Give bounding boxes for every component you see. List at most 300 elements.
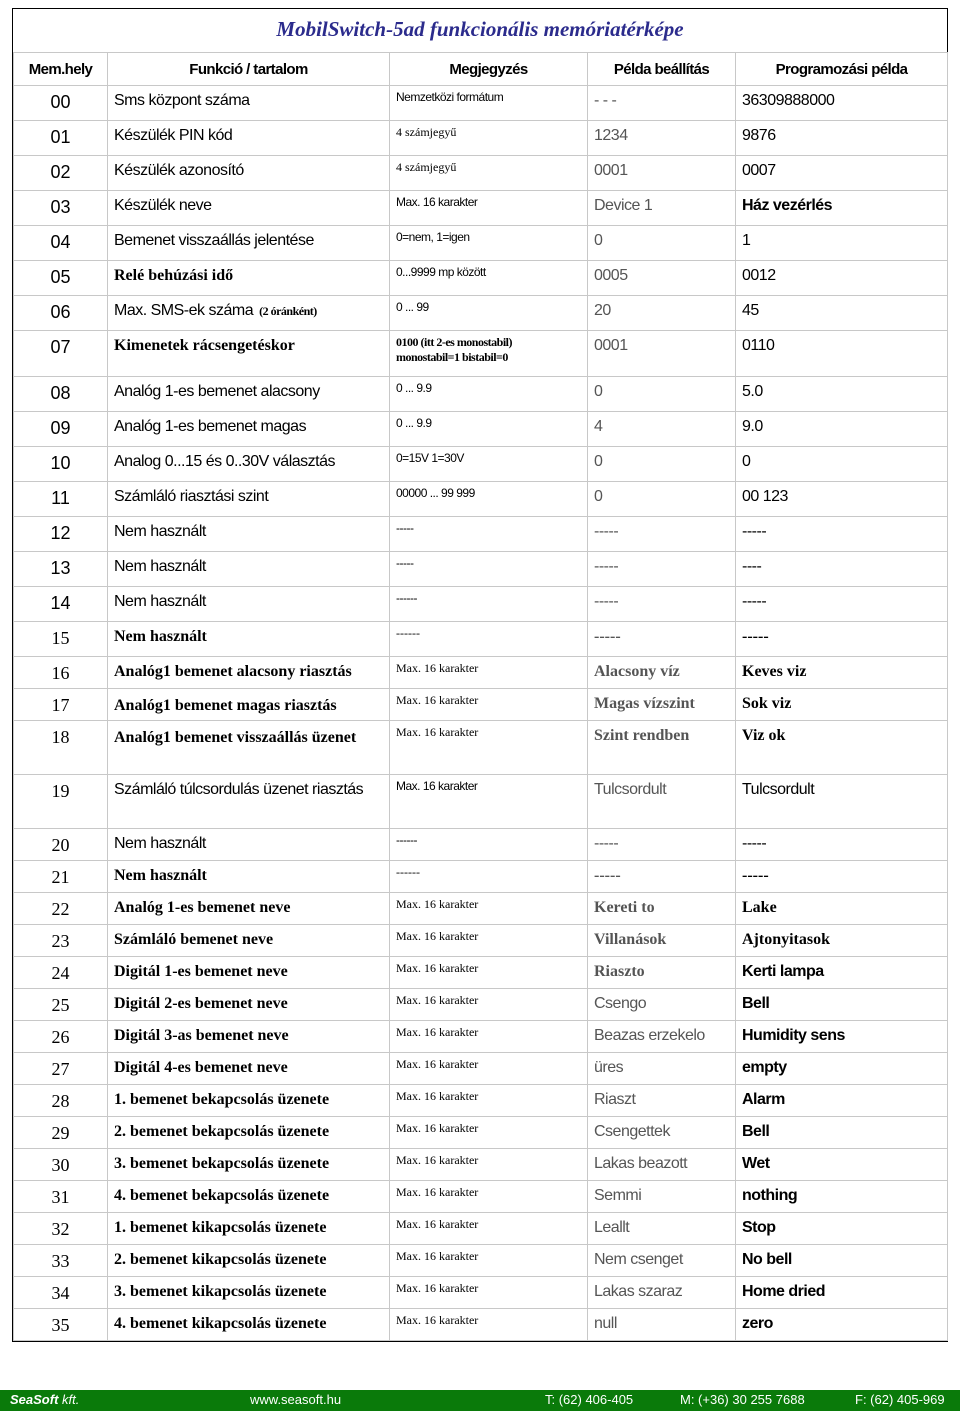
row-example-text: Lakas beazott [594, 1155, 688, 1172]
row-number-text: 14 [50, 593, 71, 613]
row-example [588, 412, 736, 447]
row-number [14, 482, 108, 517]
row-number [14, 447, 108, 482]
row-function [108, 775, 390, 829]
row-programming-text: 36309888000 [742, 92, 835, 109]
row-programming-text: Bell [742, 1123, 770, 1140]
row-programming-text: No bell [742, 1251, 792, 1268]
row-example-text: - - - [594, 92, 617, 109]
row-note-text: 00000 ... 99 999 [396, 486, 475, 500]
row-number [14, 1309, 108, 1341]
row-number-text: 08 [50, 383, 71, 403]
table-row [14, 622, 948, 657]
row-note-text: ------ [396, 833, 417, 847]
row-example [588, 1213, 736, 1245]
table-row [14, 893, 948, 925]
header-note: Megjegyzés [390, 53, 588, 86]
row-number-text: 18 [51, 727, 70, 747]
row-function [108, 657, 390, 689]
footer-bar [0, 1390, 960, 1411]
row-number [14, 957, 108, 989]
row-number [14, 121, 108, 156]
row-programming-text: Keves viz [742, 663, 807, 680]
table-row [14, 226, 948, 261]
row-function [108, 1213, 390, 1245]
row-example-text: Riaszt [594, 1091, 636, 1108]
row-programming-text: 9.0 [742, 418, 763, 435]
row-number-text: 31 [51, 1187, 70, 1207]
row-example-text: Alacsony víz [594, 663, 680, 680]
row-note-text: ----- [396, 556, 414, 570]
row-programming [736, 156, 948, 191]
table-row [14, 412, 948, 447]
row-function [108, 121, 390, 156]
row-number [14, 296, 108, 331]
row-function-text: Relé behúzási idő [114, 267, 234, 284]
row-function [108, 552, 390, 587]
row-programming [736, 121, 948, 156]
row-note [390, 156, 588, 191]
row-programming-text: nothing [742, 1187, 798, 1204]
row-note [390, 331, 588, 377]
row-example-text: Kereti to [594, 899, 655, 916]
row-number-text: 16 [51, 663, 70, 683]
brand-logo: SeaSoft kft. [10, 1392, 80, 1407]
row-function-text: 3. bemenet kikapcsolás üzenete [114, 1283, 327, 1300]
row-number-text: 30 [51, 1155, 70, 1175]
row-example [588, 1021, 736, 1053]
row-programming-text: Viz ok [742, 727, 786, 744]
row-example-text: 0001 [594, 337, 628, 354]
row-number-text: 02 [50, 162, 71, 182]
row-number [14, 1117, 108, 1149]
row-note [390, 1085, 588, 1117]
row-example-text: Leallt [594, 1219, 630, 1236]
row-example-text: 0 [594, 453, 603, 470]
table-row [14, 1309, 948, 1341]
row-function-text: Digitál 4-es bemenet neve [114, 1059, 288, 1076]
row-example [588, 156, 736, 191]
row-note-text: Max. 16 karakter [396, 693, 479, 707]
row-programming [736, 517, 948, 552]
row-function-suffix: (2 óránként) [259, 304, 317, 318]
row-note [390, 121, 588, 156]
row-note [390, 1309, 588, 1341]
row-example [588, 447, 736, 482]
row-example-text: Csengo [594, 995, 647, 1012]
row-note [390, 829, 588, 861]
row-number [14, 331, 108, 377]
table-body [14, 86, 948, 1341]
row-programming [736, 893, 948, 925]
row-function [108, 957, 390, 989]
row-number-text: 21 [51, 867, 70, 887]
row-example [588, 1309, 736, 1341]
row-example-text: Semmi [594, 1187, 642, 1204]
row-function-text: 2. bemenet bekapcsolás üzenete [114, 1123, 330, 1140]
row-example-text: 4 [594, 418, 603, 435]
row-programming-text: 0110 [742, 337, 775, 354]
row-function-text: Analóg1 bemenet magas riasztás [114, 697, 337, 714]
row-function [108, 447, 390, 482]
row-programming-text: 5.0 [742, 383, 763, 400]
row-number [14, 893, 108, 925]
row-note [390, 226, 588, 261]
table-row [14, 1245, 948, 1277]
row-function-text: Számláló túlcsordulás üzenet riasztás [114, 781, 364, 798]
row-note-text: Max. 16 karakter [396, 1089, 479, 1103]
row-example-text: Nem csenget [594, 1251, 683, 1268]
row-function [108, 331, 390, 377]
row-function-text: Analóg1 bemenet alacsony riasztás [114, 663, 352, 680]
row-programming [736, 1245, 948, 1277]
row-function-text: Max. SMS-ek száma [114, 302, 254, 319]
row-number [14, 226, 108, 261]
row-function-text: 4. bemenet kikapcsolás üzenete [114, 1315, 327, 1332]
row-programming [736, 1117, 948, 1149]
page-title: MobilSwitch-5ad funkcionális memóriatérképe [276, 17, 684, 41]
row-number-text: 07 [50, 337, 71, 357]
row-programming [736, 1309, 948, 1341]
row-example-text: Magas vízszint [594, 695, 695, 712]
row-function [108, 1149, 390, 1181]
row-number [14, 1021, 108, 1053]
row-example-text: null [594, 1315, 617, 1332]
row-example-text: Riaszto [594, 963, 645, 980]
row-number [14, 1149, 108, 1181]
table-row [14, 1213, 948, 1245]
row-example [588, 775, 736, 829]
row-note [390, 86, 588, 121]
row-number [14, 191, 108, 226]
table-row [14, 517, 948, 552]
row-function [108, 1181, 390, 1213]
table-row [14, 861, 948, 893]
row-function [108, 377, 390, 412]
table-row [14, 121, 948, 156]
row-function-text: Nem használt [114, 593, 206, 610]
row-note [390, 1213, 588, 1245]
row-note-text: Max. 16 karakter [396, 779, 478, 793]
row-note-text: 0100 (itt 2-es monostabil) [396, 335, 512, 349]
row-note [390, 657, 588, 689]
table-row [14, 657, 948, 689]
footer-phone: T: (62) 406-405 [545, 1392, 634, 1407]
row-function-text: Nem használt [114, 628, 207, 645]
row-example-text: 20 [594, 302, 611, 319]
row-programming [736, 587, 948, 622]
row-number [14, 1085, 108, 1117]
row-note-text: Max. 16 karakter [396, 1313, 479, 1327]
header-memory-slot: Mem.hely [14, 53, 108, 86]
row-note [390, 1181, 588, 1213]
row-example-text: 1234 [594, 127, 628, 144]
row-programming-text: Sok viz [742, 695, 792, 712]
header-function: Funkció / tartalom [108, 53, 390, 86]
row-number-text: 13 [50, 558, 71, 578]
table-row [14, 191, 948, 226]
row-function [108, 1277, 390, 1309]
row-programming [736, 296, 948, 331]
row-function-text: Sms központ száma [114, 92, 250, 109]
row-example-text: üres [594, 1059, 624, 1076]
row-example-text: Beazas erzekelo [594, 1027, 705, 1044]
row-note-text: 0=15V 1=30V [396, 451, 464, 465]
row-number [14, 86, 108, 121]
row-function-text: Digitál 1-es bemenet neve [114, 963, 288, 980]
row-programming-text: 0 [742, 453, 751, 470]
row-programming-text: Stop [742, 1219, 776, 1236]
row-example [588, 1085, 736, 1117]
row-programming-text: Alarm [742, 1091, 785, 1108]
row-note [390, 296, 588, 331]
row-number [14, 1053, 108, 1085]
row-note-text: Max. 16 karakter [396, 1281, 479, 1295]
table-row [14, 989, 948, 1021]
row-note-text: ------ [396, 626, 420, 640]
row-note-line2: monostabil=1 bistabil=0 [396, 350, 508, 364]
row-number-text: 22 [51, 899, 70, 919]
row-programming [736, 989, 948, 1021]
row-programming-text: Tulcsordult [742, 781, 815, 798]
row-number-text: 01 [50, 127, 71, 147]
row-programming [736, 191, 948, 226]
row-example [588, 829, 736, 861]
row-note [390, 1245, 588, 1277]
row-number [14, 657, 108, 689]
row-programming [736, 1213, 948, 1245]
table-row [14, 829, 948, 861]
row-programming [736, 861, 948, 893]
row-number [14, 721, 108, 775]
row-function-text: Digitál 2-es bemenet neve [114, 995, 288, 1012]
row-function-text: 1. bemenet kikapcsolás üzenete [114, 1219, 327, 1236]
row-note [390, 861, 588, 893]
row-function [108, 156, 390, 191]
row-function-text: Analóg 1-es bemenet magas [114, 418, 307, 435]
row-programming-text: ----- [742, 628, 769, 645]
row-example-text: ----- [594, 558, 619, 575]
row-number-text: 19 [51, 781, 70, 801]
row-function-text: Készülék PIN kód [114, 127, 233, 144]
row-note-text: Max. 16 karakter [396, 993, 479, 1007]
row-note [390, 377, 588, 412]
table-row [14, 957, 948, 989]
header-programming: Programozási példa [736, 53, 948, 86]
row-example-text: ----- [594, 867, 621, 884]
row-function [108, 1309, 390, 1341]
row-function [108, 191, 390, 226]
row-example [588, 657, 736, 689]
row-number-text: 33 [51, 1251, 70, 1271]
row-function [108, 1021, 390, 1053]
row-number [14, 989, 108, 1021]
row-example [588, 689, 736, 721]
row-example [588, 296, 736, 331]
row-number-text: 15 [51, 628, 70, 648]
row-programming [736, 377, 948, 412]
table-row [14, 587, 948, 622]
row-function [108, 622, 390, 657]
row-note-text: Max. 16 karakter [396, 1249, 479, 1263]
row-function-text: Analog 0...15 és 0..30V választás [114, 453, 335, 470]
row-programming-text: 45 [742, 302, 759, 319]
row-number [14, 775, 108, 829]
header-example: Példa beállítás [588, 53, 736, 86]
row-example [588, 1149, 736, 1181]
row-function-text: Kimenetek rácsengetéskor [114, 337, 295, 354]
row-example [588, 861, 736, 893]
row-number-text: 00 [50, 92, 71, 112]
row-function-text: 3. bemenet bekapcsolás üzenete [114, 1155, 330, 1172]
table-row [14, 1085, 948, 1117]
row-note-text: 4 számjegyű [396, 160, 457, 174]
row-function-text: Számláló bemenet neve [114, 931, 274, 948]
row-function-text: Analóg 1-es bemenet alacsony [114, 383, 320, 400]
row-note-text: Nemzetközi formátum [396, 90, 504, 104]
row-function [108, 1117, 390, 1149]
row-programming-text: 0007 [742, 162, 776, 179]
row-note-text: ----- [396, 521, 414, 535]
row-number-text: 17 [51, 695, 70, 715]
row-example [588, 226, 736, 261]
row-example-text: Szint rendben [594, 727, 690, 744]
row-programming-text: Bell [742, 995, 770, 1012]
row-example [588, 261, 736, 296]
row-example-text: 0005 [594, 267, 628, 284]
row-programming [736, 412, 948, 447]
footer-mobile: M: (+36) 30 255 7688 [680, 1392, 805, 1407]
row-example [588, 587, 736, 622]
row-example-text: Csengettek [594, 1123, 670, 1140]
row-programming-text: 9876 [742, 127, 776, 144]
row-note-text: 0 ... 9.9 [396, 381, 432, 395]
row-function [108, 261, 390, 296]
row-programming [736, 1021, 948, 1053]
row-number [14, 1181, 108, 1213]
row-programming [736, 689, 948, 721]
row-number-text: 34 [51, 1283, 70, 1303]
row-note-text: Max. 16 karakter [396, 1153, 479, 1167]
row-example [588, 1117, 736, 1149]
footer-website[interactable]: www.seasoft.hu [250, 1392, 342, 1407]
row-note [390, 893, 588, 925]
row-number [14, 517, 108, 552]
row-number [14, 689, 108, 721]
row-example-text: Villanások [594, 931, 667, 948]
table-row [14, 482, 948, 517]
table-row [14, 552, 948, 587]
row-note-text: Max. 16 karakter [396, 897, 479, 911]
row-number [14, 412, 108, 447]
row-programming-text: 1 [742, 232, 751, 249]
row-function-text: Készülék azonosító [114, 162, 244, 179]
row-note [390, 1117, 588, 1149]
row-example-text: Tulcsordult [594, 781, 667, 798]
row-programming-text: 00 123 [742, 488, 788, 505]
row-function [108, 86, 390, 121]
table-row [14, 1149, 948, 1181]
row-programming-text: ----- [742, 835, 767, 852]
row-number-text: 06 [50, 302, 71, 322]
row-note [390, 989, 588, 1021]
row-number [14, 1213, 108, 1245]
row-example [588, 622, 736, 657]
row-programming [736, 1181, 948, 1213]
row-example [588, 517, 736, 552]
row-programming-text: Ház vezérlés [742, 197, 833, 214]
row-function-text: 2. bemenet kikapcsolás üzenete [114, 1251, 327, 1268]
row-number-text: 05 [50, 267, 71, 287]
row-programming-text: Ajtonyitasok [742, 931, 831, 948]
row-programming-text: 0012 [742, 267, 776, 284]
row-programming [736, 657, 948, 689]
row-function-text: 4. bemenet bekapcsolás üzenete [114, 1187, 330, 1204]
document-frame [12, 8, 948, 1342]
row-function-text: Nem használt [114, 835, 206, 852]
row-note [390, 957, 588, 989]
row-note-text: Max. 16 karakter [396, 1025, 479, 1039]
row-note [390, 925, 588, 957]
row-programming-text: Lake [742, 899, 777, 916]
row-example [588, 331, 736, 377]
row-function-text: Nem használt [114, 867, 207, 884]
row-function [108, 412, 390, 447]
row-note-text: Max. 16 karakter [396, 1057, 479, 1071]
header-row [14, 53, 948, 86]
row-function [108, 861, 390, 893]
row-programming-text: Wet [742, 1155, 770, 1172]
row-number [14, 261, 108, 296]
row-note [390, 552, 588, 587]
row-number-text: 10 [50, 453, 71, 473]
row-number-text: 23 [51, 931, 70, 951]
row-note [390, 587, 588, 622]
row-number-text: 29 [51, 1123, 70, 1143]
row-note-text: Max. 16 karakter [396, 195, 478, 209]
row-example [588, 377, 736, 412]
row-note-text: ------ [396, 865, 420, 879]
row-function [108, 893, 390, 925]
memory-map-table [13, 52, 948, 1341]
row-programming [736, 775, 948, 829]
row-programming-text: Humidity sens [742, 1027, 845, 1044]
row-number-text: 24 [51, 963, 70, 983]
row-example [588, 925, 736, 957]
row-programming-text: empty [742, 1059, 787, 1076]
row-function [108, 989, 390, 1021]
row-note-text: 0 ... 99 [396, 300, 429, 314]
row-note [390, 447, 588, 482]
row-programming [736, 1053, 948, 1085]
row-example-text: Device 1 [594, 197, 653, 214]
table-row [14, 156, 948, 191]
row-programming [736, 957, 948, 989]
table-row [14, 1181, 948, 1213]
row-example-text: ----- [594, 523, 619, 540]
table-row [14, 1053, 948, 1085]
row-programming-text: Kerti lampa [742, 963, 824, 980]
row-number-text: 28 [51, 1091, 70, 1111]
row-programming-text: Home dried [742, 1283, 826, 1300]
row-number-text: 27 [51, 1059, 70, 1079]
table-row [14, 1021, 948, 1053]
row-function [108, 482, 390, 517]
row-number [14, 156, 108, 191]
row-number [14, 1277, 108, 1309]
row-function [108, 226, 390, 261]
row-number [14, 552, 108, 587]
